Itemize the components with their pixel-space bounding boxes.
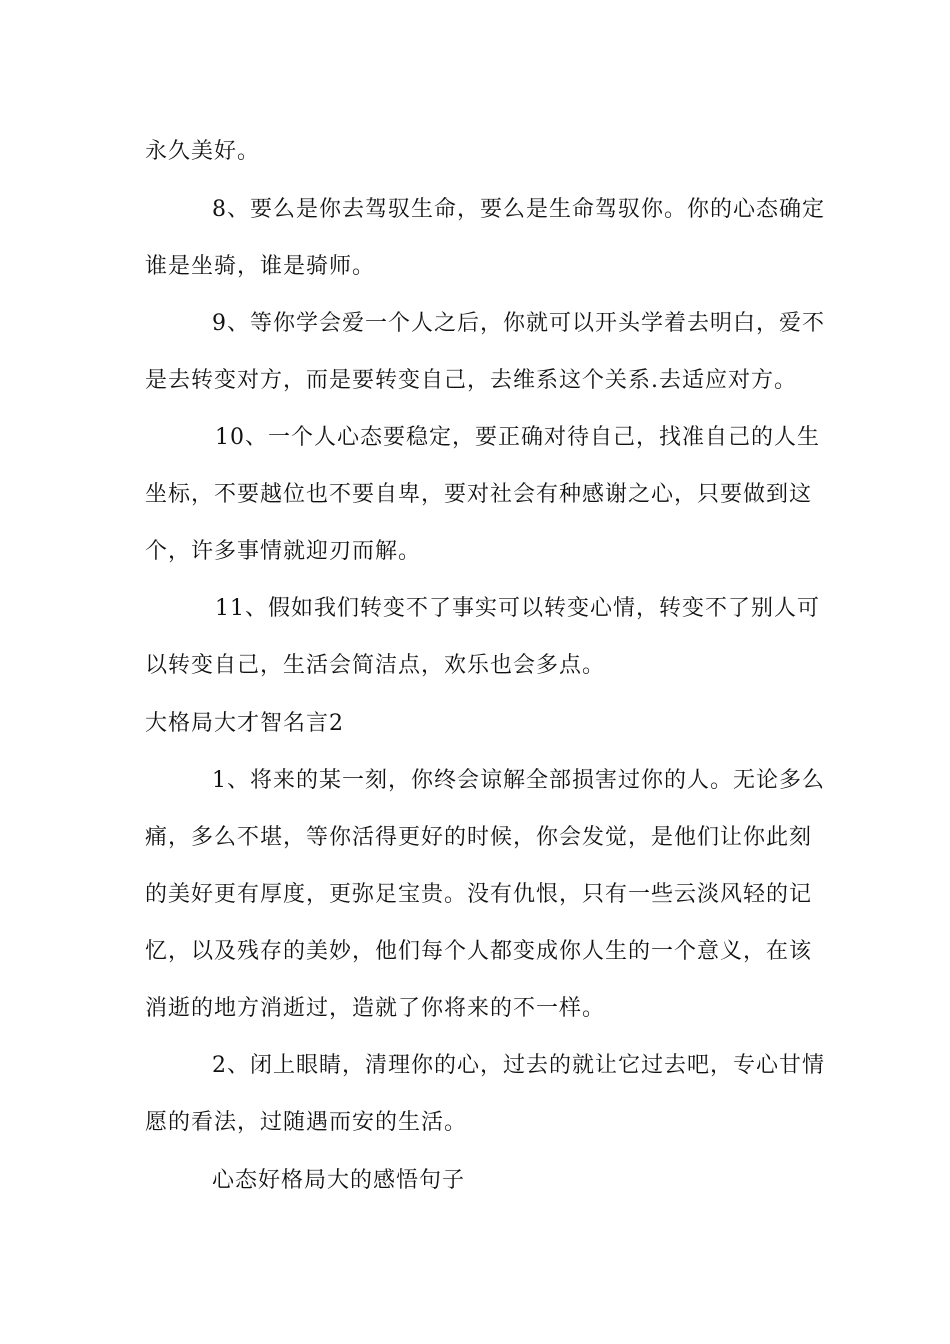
paragraph-line: 痛，多么不堪，等你活得更好的时候，你会发觉，是他们让你此刻	[145, 825, 813, 850]
paragraph-line: 个，许多事情就迎刃而解。	[145, 539, 422, 564]
paragraph-line: 11、假如我们转变不了事实可以转变心情，转变不了别人可	[215, 596, 820, 621]
paragraph-line: 谁是坐骑，谁是骑师。	[145, 254, 376, 279]
paragraph-line: 愿的看法，过随遇而安的生活。	[145, 1110, 468, 1135]
paragraph-line: 忆，以及残存的美妙，他们每个人都变成你人生的一个意义，在该	[145, 939, 813, 964]
paragraph-line: 永久美好。	[145, 139, 261, 164]
paragraph-line: 2、闭上眼睛，清理你的心，过去的就让它过去吧，专心甘情	[212, 1053, 825, 1078]
paragraph-line: 坐标，不要越位也不要自卑，要对社会有种感谢之心，只要做到这	[145, 482, 813, 507]
paragraph-line: 1、将来的某一刻，你终会谅解全部损害过你的人。无论多么	[212, 768, 825, 793]
paragraph-line: 9、等你学会爱一个人之后，你就可以开头学着去明白，爱不	[212, 311, 825, 336]
paragraph-line: 是去转变对方，而是要转变自己，去维系这个关系.去适应对方。	[145, 368, 797, 393]
paragraph-line: 以转变自己，生活会简洁点，欢乐也会多点。	[145, 653, 606, 678]
paragraph-line: 8、要么是你去驾驭生命，要么是生命驾驭你。你的心态确定	[212, 197, 825, 222]
section-heading: 大格局大才智名言2	[145, 711, 344, 736]
paragraph-line: 的美好更有厚度，更弥足宝贵。没有仇恨，只有一些云淡风轻的记	[145, 882, 813, 907]
subsection-heading: 心态好格局大的感悟句子	[212, 1168, 466, 1193]
paragraph-line: 10、一个人心态要稳定，要正确对待自己，找准自己的人生	[215, 425, 820, 450]
paragraph-line: 消逝的地方消逝过，造就了你将来的不一样。	[145, 996, 606, 1021]
